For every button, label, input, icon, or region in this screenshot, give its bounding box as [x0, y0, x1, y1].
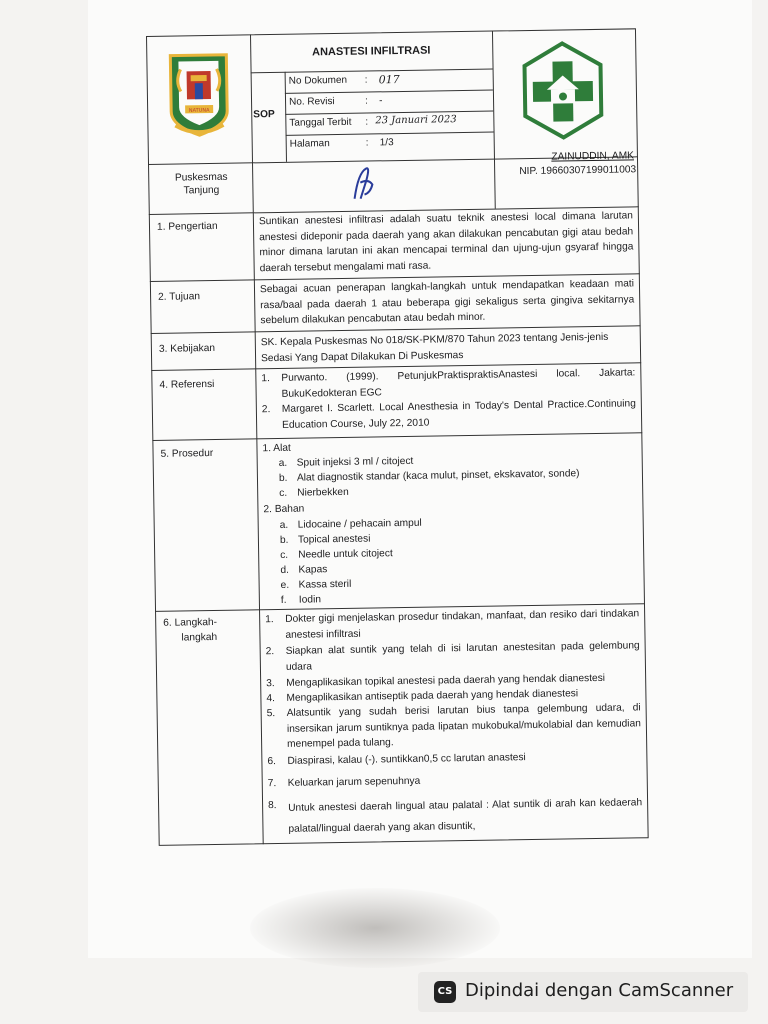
- camscanner-icon: CS: [434, 981, 456, 1003]
- langkah-item: Mengaplikasikan topikal anestesi pada daerah yang hendak dianestesi: [286, 672, 606, 689]
- list-item: Lidocaine / pehacain ampul: [297, 517, 422, 531]
- list-item: Needle untuk citoject: [298, 548, 393, 561]
- puskesmas-logo: [520, 39, 606, 144]
- list-item: Iodin: [298, 594, 322, 606]
- label-langkah-cont: langkah: [181, 631, 218, 644]
- list-item: Spuit injeksi 3 ml / citoject: [296, 455, 414, 469]
- shadow-blur: [250, 888, 500, 968]
- meta-tanggal-terbit-value: 23 Januari 2023: [375, 114, 457, 127]
- label-prosedur: 5. Prosedur: [160, 447, 214, 460]
- label-referensi: 4. Referensi: [159, 378, 215, 391]
- langkah-item: Alatsuntik yang sudah berisi larutan bius tanpa gelembung udara, di insersikan jarum suntiknya pada lipatan mukobukal/mukolabial dan kemudian menempel pada tulang.: [286, 702, 641, 750]
- meta-halaman: Halaman: [289, 138, 330, 150]
- langkah-item: Dokter gigi menjelaskan prosedur tindakan, manfaat, dan resiko dari tindakan anestesi infiltrasi: [285, 608, 640, 641]
- list-item: Kassa steril: [298, 578, 352, 591]
- langkah-item: Siapkan alat suntik yang telah di isi larutan anestesitan pada gelembung udara: [285, 640, 640, 673]
- langkah-item: Diaspirasi, kalau (-). suntikkan0,5 cc larutan anastesi: [287, 752, 526, 767]
- org-name: Puskesmas Tanjung: [174, 171, 228, 197]
- list-item: Alat diagnostik standar (kaca mulut, pinset, ekskavator, sonde): [296, 468, 580, 484]
- document-title: ANASTESI INFILTRASI: [311, 44, 431, 59]
- prosedur-bahan-title: 2. Bahan: [263, 503, 305, 516]
- referensi-item: Purwanto. (1999). PetunjukPraktispraktisAnastesi local. Jakarta: BukuKedokteran EGC: [281, 367, 636, 400]
- label-langkah: 6. Langkah-: [163, 616, 218, 629]
- langkah-item: Untuk anestesi daerah lingual atau palatal : Alat suntik di arah kan kedaerah palatal/lingual daerah yang akan disuntik,: [288, 797, 643, 835]
- meta-no-dokumen: No Dokumen: [288, 74, 348, 87]
- signer-nip: NIP. 19660307199011003: [519, 164, 637, 178]
- meta-halaman-value: 1/3: [379, 137, 394, 149]
- langkah-item: Mengaplikasikan antiseptik pada daerah yang hendak dianestesi: [286, 688, 579, 704]
- regency-logo: [164, 51, 233, 140]
- label-pengertian: 1. Pengertian: [156, 220, 218, 233]
- langkah-item: Keluarkan jarum sepenuhnya: [287, 775, 421, 789]
- camscanner-text: Dipindai dengan CamScanner: [465, 980, 734, 1001]
- signature: [344, 162, 385, 203]
- prosedur-alat-title: 1. Alat: [262, 442, 291, 455]
- text-pengertian: Suntikan anestesi infiltrasi adalah suatu teknik anestesi local dimana larutan anestesi dideponir pada daerah yang akan dilakukan pencabutan gigi atau bedah minor dimana larutan ini akan mencapai terminal dan ujung-ujun gsyaraf hingga daerah tersebut mengalami mati rasa.: [258, 210, 634, 274]
- sop-label: SOP: [253, 108, 275, 121]
- meta-tanggal-terbit: Tanggal Terbit: [289, 116, 352, 129]
- meta-no-revisi-value: -: [378, 95, 383, 107]
- list-item: Kapas: [298, 564, 328, 576]
- text-kebijakan: SK. Kepala Puskesmas No 018/SK-PKM/870 Tahun 2023 tentang Jenis-jenis Sedasi Yang Dapat Dilakukan Di Puskesmas: [260, 331, 609, 364]
- sop-document: NATUNA ANASTESI INFILTRASI SOP No Dokumen : 017 No. Revisi : - Tanggal Terbit : 23 Januari 2023 Halaman : 1/3 Puskesmas Tanjung ZAINUDDIN, AMK NIP. 19660307199011003 1. Pengertian Suntikan anestesi infiltrasi adalah suatu teknik anestesi local dimana larutan anestesi dideponir pada daerah yang akan dilakukan pencabutan gigi atau bedah minor dimana larutan ini akan mencapai terminal dan ujung-ujun gsyaraf hingga daerah tersebut mengalami mati rasa. 2. Tujuan Sebagai acuan penerapan langkah-langkah untuk mendapatkan keadaan mati rasa/baal pada daerah 1 atau beberapa gigi sekaligus serta gingiva sekitarnya sebelum dilakukan pencabutan atau bedah minor. 3. Kebijakan SK. Kepala Puskesmas No 018/SK-PKM/870 Tahun 2023 tentang Jenis-jenis Sedasi Yang Dapat Dilakukan Di Puskesmas 4. Referensi 1. Purwanto. (1999). PetunjukPraktispraktisAnastesi local. Jakarta: BukuKedokteran EGC 2. Margaret I. Scarlett. Local Anesthesia in Today's Dental Practice.Continuing Education Course, July 22, 2010 5. Prosedur 1. Alat a. Spuit injeksi 3 ml / citoject b. Alat diagnostik standar (kaca mulut, pinset, ekskavator, sonde) c. Nierbekken 2. Bahan a. Lidocaine / pehacain ampul b. Topical anestesi c. Needle untuk citoject d. Kapas e. Kassa steril f. Iodin 6. Langkah- langkah 1. Dokter gigi menjelaskan prosedur tindakan, manfaat, dan resiko dari tindakan anestesi infiltrasi 2. Siapkan alat suntik yang telah di isi larutan anestesitan pada gelembung udara 3. Mengaplikasikan topikal anestesi pada daerah yang hendak dianestesi 4. Mengaplikasikan antiseptik pada daerah yang hendak dianestesi 5. Alatsuntik yang sudah berisi larutan bius tanpa gelembung udara, di insersikan jarum suntiknya pada lipatan mukobukal/mukolabial dan kemudian menempel pada tulang. 6. Diaspirasi, kalau (-). suntikkan0,5 cc larutan anastesi 7. Keluarkan jarum sepenuhnya 8. Untuk anestesi daerah lingual atau palatal : Alat suntik di arah kan kedaerah palatal/lingual daerah yang akan disuntik,: [146, 28, 649, 846]
- meta-no-dokumen-value: 017: [378, 73, 400, 87]
- list-item: Topical anestesi: [297, 533, 371, 546]
- text-tujuan: Sebagai acuan penerapan langkah-langkah untuk mendapatkan keadaan mati rasa/baal pada daerah 1 atau beberapa gigi sekaligus serta gingiva sekitarnya sebelum dilakukan pencabutan atau bedah minor.: [259, 278, 635, 327]
- referensi-item: Margaret I. Scarlett. Local Anesthesia in Today's Dental Practice.Continuing Education Course, July 22, 2010: [281, 398, 636, 431]
- label-kebijakan: 3. Kebijakan: [158, 342, 216, 355]
- label-tujuan: 2. Tujuan: [158, 291, 201, 303]
- meta-no-revisi: No. Revisi: [288, 96, 335, 108]
- list-item: Nierbekken: [297, 486, 349, 499]
- signer-name: ZAINUDDIN, AMK: [551, 150, 635, 163]
- logo-lettering: NATUNA: [188, 107, 210, 114]
